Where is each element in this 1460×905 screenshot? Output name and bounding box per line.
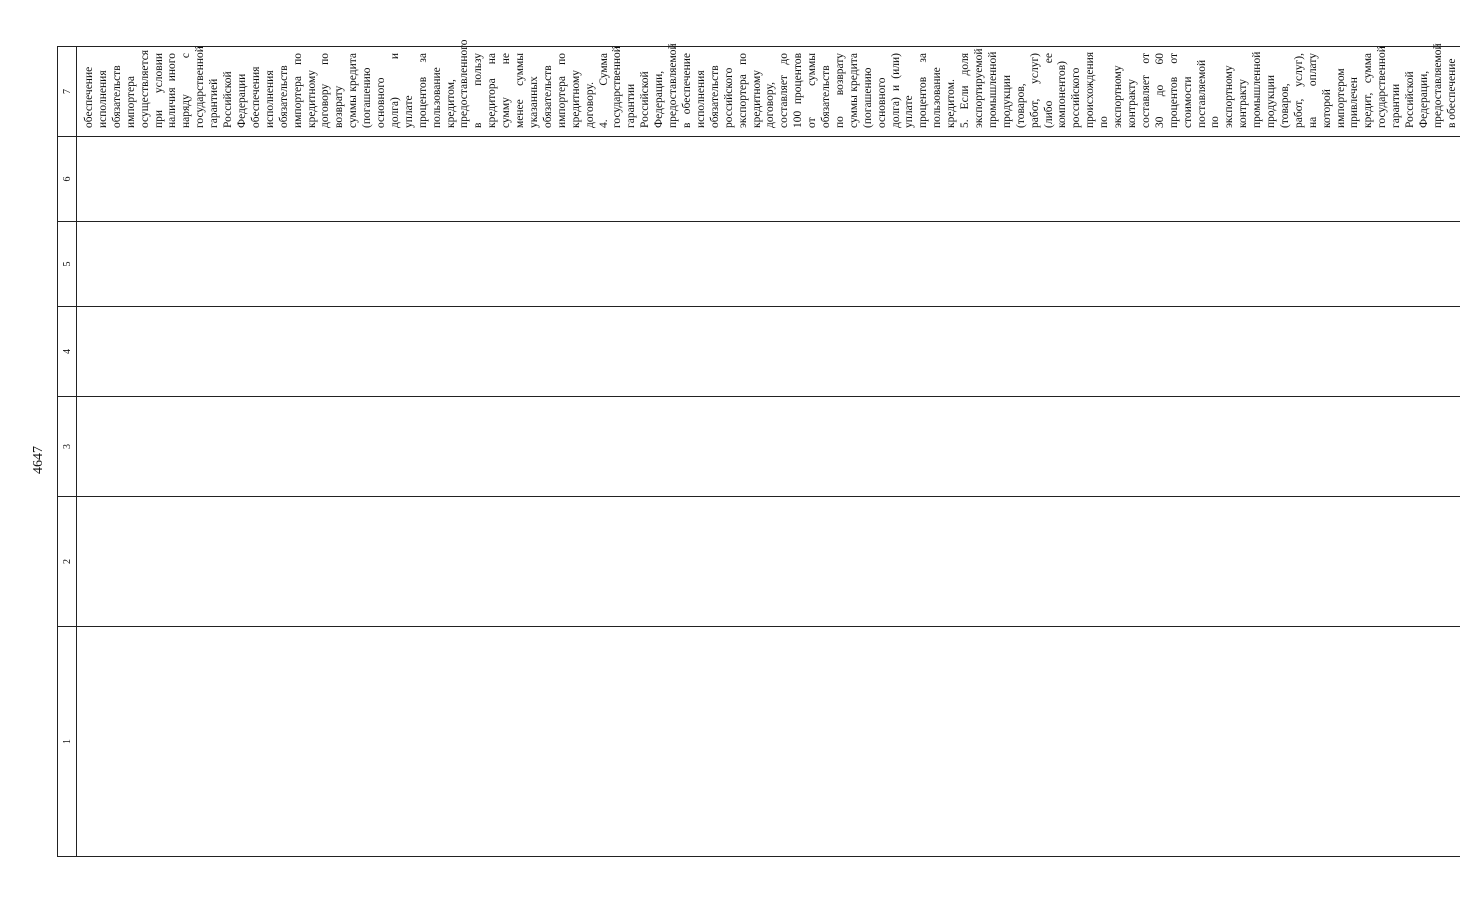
cell-col-6 (77, 137, 1460, 222)
cell-col-4 (77, 307, 1460, 397)
page-number: 4647 (31, 446, 46, 474)
paragraph-guarantee-condition: обеспечение исполнения обязательств импортера осуществляется при условии наличия иного наряду с государственной гарантией Российской Федерации обеспечения исполнения обязательств импортера по кредитному договору по возврату суммы кредита (погашению основного долга) и уплате процентов за пользование кредитом, предоставленного в пользу кредитора на сумму не менее суммы указанных обязательств импортера по кредитному договору. (83, 39, 596, 128)
column-header-5: 5 (58, 222, 77, 307)
cell-col-7-text (77, 39, 1460, 137)
paragraph-item-5: 5. Если доля экспортируемой промышленной продукции (товаров, работ, услуг) (либо ее компонентов) российского происхождения по экспортному контракту составляет от 30 до 60 процентов от стоимости поставляемой по экспортному контракту промышленной продукции (товаров, работ, услуг), на оплату которой импортером привлечен кредит, сумма государственной гарантии Российской Федерации, предоставляемой в обеспечение (959, 43, 1458, 128)
table-body-row (77, 47, 1460, 857)
guarantee-table (57, 39, 1460, 857)
paragraph-item-4: 4. Сумма государственной гарантии Российской Федерации, предоставляемой в обеспечение исполнения обязательств российского экспортера по кредитному договору, составляет до 100 процентов от суммы обязательств по возврату суммы кредита (погашению основного долга) и (или) уплате процентов за пользование кредитом. (597, 43, 958, 128)
cell-col-2 (77, 497, 1460, 627)
table-header-row (58, 47, 77, 857)
column-header-4: 4 (58, 307, 77, 397)
cell-col-1 (77, 627, 1460, 857)
cell-col-5 (77, 222, 1460, 307)
column-header-7: 7 (58, 47, 77, 137)
column-header-6: 6 (58, 137, 77, 222)
column-header-2: 2 (58, 497, 77, 627)
column-header-3: 3 (58, 397, 77, 497)
cell-col-3 (77, 397, 1460, 497)
rotated-table-wrapper (57, 39, 1458, 857)
column-header-1: 1 (58, 627, 77, 857)
